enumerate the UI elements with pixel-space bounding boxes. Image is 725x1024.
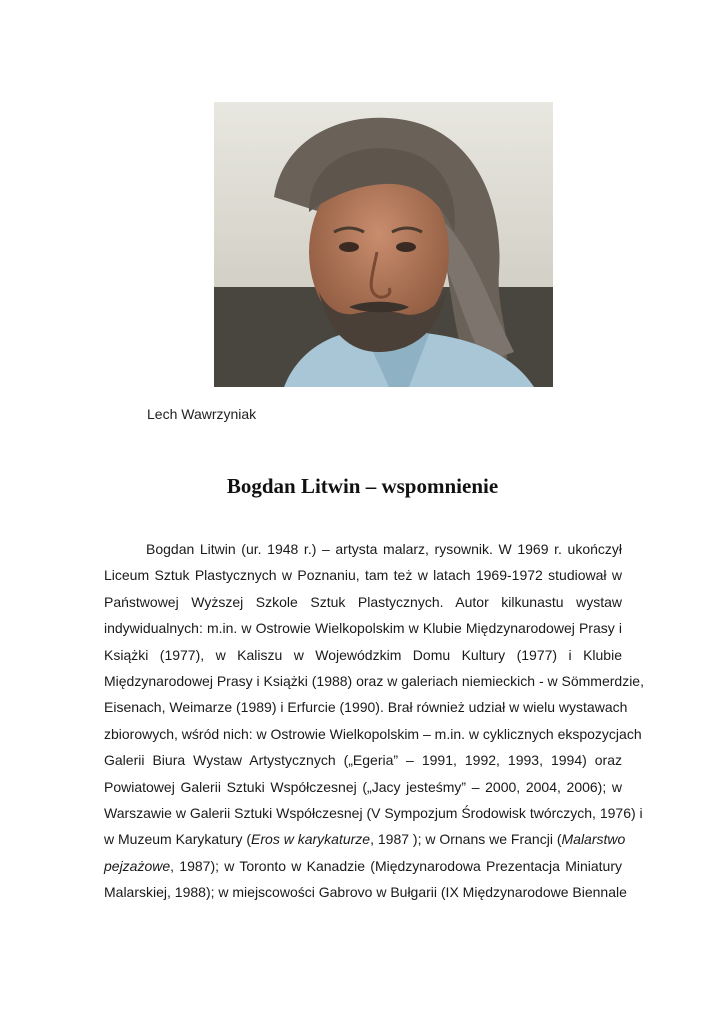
text-line: Powiatowej Galerii Sztuki Współczesnej („Jacy jesteśmy” – 2000, 2004, 2006); w	[104, 778, 622, 795]
text-line: Galerii Biura Wystaw Artystycznych („Egeria” – 1991, 1992, 1993, 1994) oraz	[104, 752, 622, 769]
italic-title: Eros w karykaturze	[251, 831, 371, 848]
text-line	[104, 853, 622, 879]
text-segment: , 1987 ); w Ornans we Francji (	[370, 831, 562, 848]
author-name: Lech Wawrzyniak	[147, 406, 257, 422]
text-segment: , 1987); w Toronto w Kanadzie (Międzynarodowa Prezentacja Miniatury	[170, 857, 622, 874]
text-line: indywidualnych: m.in. w Ostrowie Wielkopolskim w Klubie Międzynarodowej Prasy i	[104, 620, 622, 637]
portrait-illustration	[214, 102, 553, 387]
italic-title: Malarstwo	[561, 831, 626, 848]
text-line: Państwowej Wyższej Szkole Sztuk Plastycznych. Autor kilkunastu wystaw	[104, 593, 622, 610]
text-line: Malarskiej, 1988); w miejscowości Gabrovo w Bułgarii (IX Międzynarodowe Biennale	[104, 884, 627, 901]
text-line	[104, 826, 626, 852]
text-line: Warszawie w Galerii Sztuki Współczesnej (V Sympozjum Środowisk twórczych, 1976) i	[104, 804, 643, 821]
article-body	[104, 536, 644, 905]
text-line: Bogdan Litwin (ur. 1948 r.) – artysta malarz, rysownik. W 1969 r. ukończył	[146, 541, 622, 557]
text-line: Książki (1977), w Kaliszu w Wojewódzkim Domu Kultury (1977) i Klubie	[104, 646, 622, 663]
portrait-photo	[214, 102, 553, 387]
article-title: Bogdan Litwin – wspomnienie	[226, 474, 499, 498]
text-line: Liceum Sztuk Plastycznych w Poznaniu, tam też w latach 1969-1972 studiował w	[104, 567, 622, 584]
text-line: zbiorowych, wśród nich: w Ostrowie Wielkopolskim – m.in. w cyklicznych ekspozycjach	[104, 725, 642, 742]
text-line: Międzynarodowej Prasy i Książki (1988) oraz w galeriach niemieckich - w Sömmerdzie,	[104, 672, 644, 689]
italic-title: pejzażowe	[104, 857, 171, 874]
text-segment: w Muzeum Karykatury (	[104, 831, 252, 848]
text-line: Eisenach, Weimarze (1989) i Erfurcie (1990). Brał również udział w wielu wystawach	[104, 699, 628, 716]
